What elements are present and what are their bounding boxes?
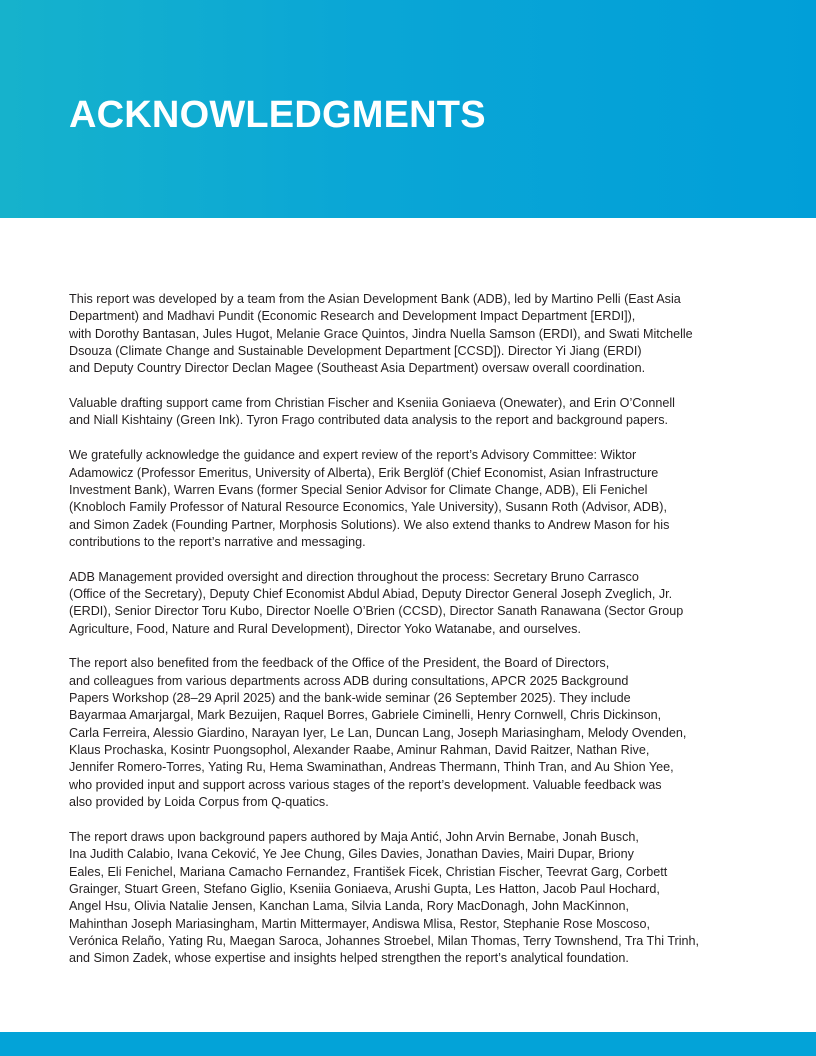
paragraph-management — [69, 569, 737, 638]
text-line: Agriculture, Food, Nature and Rural Development), Director Yoko Watanabe, and ourselves. — [69, 621, 581, 636]
text-line: Papers Workshop (28–29 April 2025) and the bank-wide seminar (26 September 2025). They include — [69, 691, 631, 706]
text-line: and Simon Zadek (Founding Partner, Morphosis Solutions). We also extend thanks to Andrew Mason for his — [69, 517, 670, 532]
text-line: Adamowicz (Professor Emeritus, University of Alberta), Erik Berglöf (Chief Economist, Asian Infrastructure — [69, 465, 659, 480]
text-line: The report draws upon background papers authored by Maja Antić, John Arvin Bernabe, Jonah Busch, — [69, 829, 639, 844]
paragraph-background-papers — [69, 829, 737, 968]
text-line: Bayarmaa Amarjargal, Mark Bezuijen, Raquel Borres, Gabriele Ciminelli, Henry Cornwell, Chris Dickinson, — [69, 708, 662, 723]
text-line: ADB Management provided oversight and direction throughout the process: Secretary Bruno Carrasco — [69, 569, 639, 584]
text-line: who provided input and support across various stages of the report’s development. Valuable feedback was — [69, 777, 662, 792]
text-line: The report also benefited from the feedback of the Office of the President, the Board of Directors, — [69, 656, 610, 671]
text-line: Eales, Eli Fenichel, Mariana Camacho Fernandez, František Ficek, Christian Fischer, Teevrat Garg, Corbett — [69, 864, 668, 879]
text-line: Grainger, Stuart Green, Stefano Giglio, Kseniia Goniaeva, Arushi Gupta, Les Hatton, Jacob Paul Hochard, — [69, 881, 660, 896]
text-line: and colleagues from various departments across ADB during consultations, APCR 2025 Background — [69, 673, 629, 688]
text-line: Jennifer Romero-Torres, Yating Ru, Hema Swaminathan, Andreas Thermann, Thinh Tran, and Au Shion Yee, — [69, 760, 674, 775]
text-line: Dsouza (Climate Change and Sustainable Development Department [CCSD]). Director Yi Jiang (ERDI) — [69, 344, 642, 359]
paragraph-advisory-committee — [69, 447, 737, 551]
text-line: contributions to the report’s narrative and messaging. — [69, 534, 366, 549]
text-line: We gratefully acknowledge the guidance and expert review of the report’s Advisory Committee: Wiktor — [69, 448, 637, 463]
header-band — [0, 0, 816, 218]
text-line: and Niall Kishtainy (Green Ink). Tyron Frago contributed data analysis to the report and background papers. — [69, 413, 669, 428]
paragraph-drafting-support — [69, 395, 737, 430]
text-line: (Knobloch Family Professor of Natural Resource Economics, Yale University), Susann Roth (Advisor, ADB), — [69, 500, 667, 515]
text-line: Carla Ferreira, Alessio Giardino, Narayan Iyer, Le Lan, Duncan Lang, Joseph Mariasingham, Melody Ovenden, — [69, 725, 687, 740]
paragraph-feedback — [69, 655, 737, 811]
text-line: Department) and Madhavi Pundit (Economic Research and Development Impact Department [ERDI]), — [69, 309, 636, 324]
text-line: Valuable drafting support came from Christian Fischer and Kseniia Goniaeva (Onewater), and Erin O’Connell — [69, 396, 675, 411]
acknowledgments-body — [69, 291, 737, 985]
page-title: ACKNOWLEDGMENTS — [69, 94, 486, 136]
text-line: Klaus Prochaska, Kosintr Puongsophol, Alexander Raabe, Aminur Rahman, David Raitzer, Nathan Rive, — [69, 743, 650, 758]
text-line: Ina Judith Calabio, Ivana Ceković, Ye Jee Chung, Giles Davies, Jonathan Davies, Mairi Dupar, Briony — [69, 847, 634, 862]
text-line: (Office of the Secretary), Deputy Chief Economist Abdul Abiad, Deputy Director General Joseph Zveglich, Jr. — [69, 586, 673, 601]
footer-band — [0, 1032, 816, 1056]
text-line: This report was developed by a team from the Asian Development Bank (ADB), led by Martino Pelli (East Asia — [69, 292, 681, 306]
text-line: (ERDI), Senior Director Toru Kubo, Director Noelle O’Brien (CCSD), Director Sanath Ranawana (Sector Group — [69, 604, 684, 619]
text-line: and Deputy Country Director Declan Magee (Southeast Asia Department) oversaw overall coordination. — [69, 361, 646, 376]
text-line: Mahinthan Joseph Mariasingham, Martin Mittermayer, Andiswa Mlisa, Restor, Stephanie Rose Moscoso, — [69, 916, 650, 931]
paragraph-team — [69, 291, 737, 378]
text-line: Angel Hsu, Olivia Natalie Jensen, Kanchan Lama, Silvia Landa, Rory MacDonagh, John MacKinnon, — [69, 899, 630, 914]
text-line: also provided by Loida Corpus from Q-quatics. — [69, 795, 329, 810]
text-line: Verónica Relaño, Yating Ru, Maegan Saroca, Johannes Stroebel, Milan Thomas, Terry Townshend, Tra Thi Trinh, — [69, 933, 700, 948]
text-line: Investment Bank), Warren Evans (former Special Senior Advisor for Climate Change, ADB), Eli Fenichel — [69, 482, 648, 497]
text-line: and Simon Zadek, whose expertise and insights helped strengthen the report’s analytical foundation. — [69, 951, 629, 966]
text-line: with Dorothy Bantasan, Jules Hugot, Melanie Grace Quintos, Jindra Nuella Samson (ERDI), and Swati Mitchelle — [69, 326, 693, 341]
